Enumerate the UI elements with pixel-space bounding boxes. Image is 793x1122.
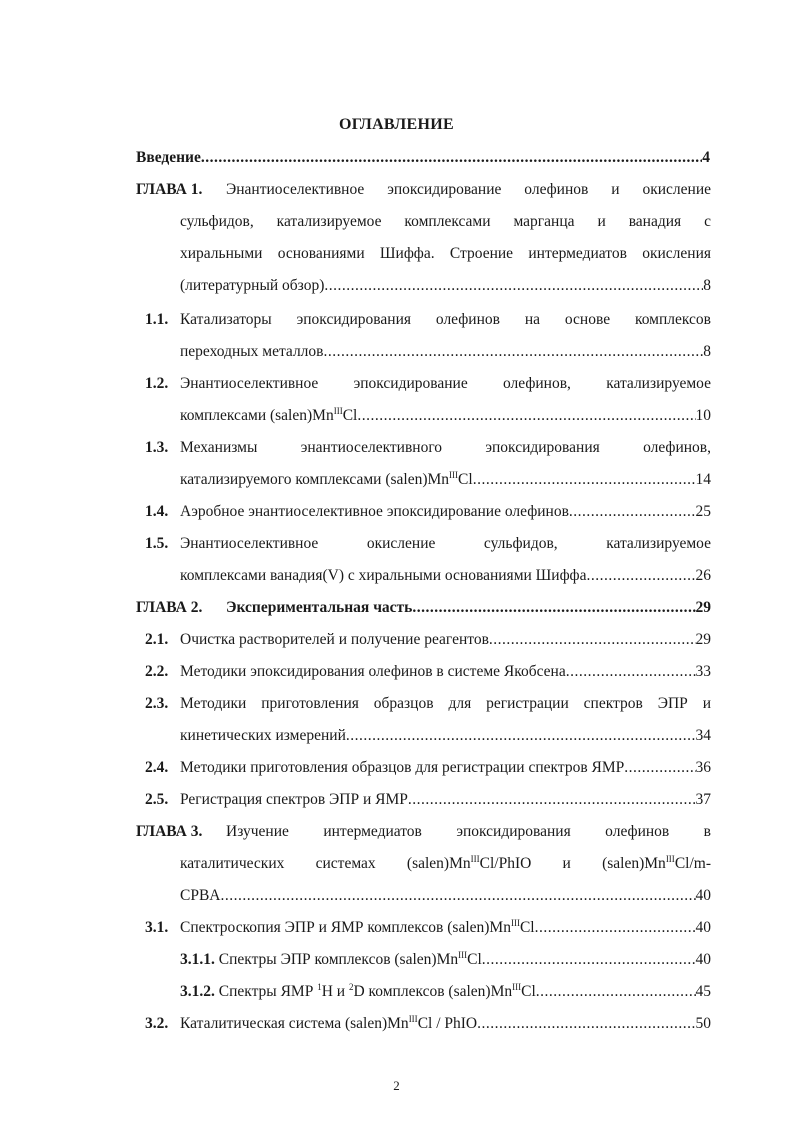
entry-text: Введение — [136, 149, 201, 166]
entry-text: Экспериментальная часть — [226, 599, 413, 616]
page-ref: 37 — [695, 791, 711, 808]
chapter-2-line-1[interactable] — [226, 597, 711, 619]
entry-text: Спектроскопия ЭПР и ЯМР комплексов $(salen)Mn^{III}Cl$ — [180, 918, 535, 936]
chapter-1-number: ГЛАВА 1. — [136, 181, 203, 198]
page-ref: 26 — [695, 567, 711, 584]
section-3-1-2-number: 3.1.2. — [180, 983, 215, 1000]
section-1-5-line-1: Энантиоселективное окисление сульфидов, катализируемое — [180, 535, 711, 552]
page-ref: 50 — [695, 1015, 711, 1032]
leader-dots — [535, 917, 696, 939]
section-1-3-line-2[interactable] — [180, 469, 711, 491]
chapter-1-line-1: Энантиоселективное эпоксидирование олефинов и окисление — [226, 181, 711, 198]
page-ref: 36 — [695, 759, 711, 776]
section-2-2-number: 2.2. — [145, 663, 169, 680]
leader-dots — [357, 405, 695, 427]
section-1-4-line-1[interactable] — [180, 501, 711, 523]
section-2-1-line-1[interactable] — [180, 629, 711, 651]
page-ref: 40 — [695, 919, 711, 936]
chapter-1-line-4[interactable] — [180, 275, 711, 297]
entry-text: переходных металлов — [180, 343, 324, 360]
entry-text: 3.1.1. Спектры ЭПР комплексов $(salen)Mn^{III}Cl$ — [180, 950, 482, 968]
leader-dots — [489, 629, 696, 651]
page-ref: 8 — [703, 343, 711, 360]
leader-dots — [221, 885, 696, 907]
page-ref: 25 — [695, 503, 711, 520]
section-3-1-number: 3.1. — [145, 919, 169, 936]
entry-text: Аэробное энантиоселективное эпоксидирование олефинов — [180, 503, 569, 520]
entry-text: кинетических измерений — [180, 727, 346, 744]
section-2-3-number: 2.3. — [145, 695, 169, 712]
entry-text: Очистка растворителей и получение реагентов — [180, 631, 489, 648]
section-2-3-line-1: Методики приготовления образцов для регистрации спектров ЭПР и — [180, 695, 711, 712]
section-3-2-line-1[interactable] — [180, 1013, 711, 1035]
entry-text: (литературный обзор) — [180, 277, 325, 294]
page-ref: 34 — [695, 727, 711, 744]
entry-text: Методики эпоксидирования олефинов в системе Якобсена — [180, 663, 566, 680]
page-ref: 29 — [695, 631, 711, 648]
chapter-3-line-2: каталитических системах $(salen)Mn^{III}Cl$/PhIO и $(salen)Mn^{III}Cl/m-$ — [180, 854, 711, 872]
leader-dots — [477, 1013, 695, 1035]
leader-dots — [586, 565, 695, 587]
section-1-2-number: 1.2. — [145, 375, 169, 392]
page-number: 2 — [393, 1078, 400, 1093]
section-2-3-line-2[interactable] — [180, 725, 711, 747]
chapter-1-line-3: хиральными основаниями Шиффа. Строение интермедиатов окисления — [180, 245, 711, 262]
section-3-2-number: 3.2. — [145, 1015, 169, 1032]
page-ref: 40 — [695, 951, 711, 968]
entry-text: CPBA — [180, 887, 221, 904]
section-1-1-line-2[interactable] — [180, 341, 711, 363]
entry-text: Регистрация спектров ЭПР и ЯМР — [180, 791, 408, 808]
entry-text: катализируемого комплексами $(salen)Mn^{III}Cl$ — [180, 470, 473, 488]
section-1-2-line-1: Энантиоселективное эпоксидирование олефинов, катализируемое — [180, 375, 711, 392]
leader-dots — [201, 147, 702, 169]
section-2-4-number: 2.4. — [145, 759, 169, 776]
leader-dots — [324, 275, 703, 297]
leader-dots — [482, 949, 696, 971]
section-1-1-number: 1.1. — [145, 311, 169, 328]
section-1-5-line-2[interactable] — [180, 565, 711, 587]
leader-dots — [473, 469, 696, 491]
section-3-1-line-1[interactable] — [180, 917, 711, 939]
leader-dots — [569, 501, 696, 523]
section-3-1-1-number: 3.1.1. — [180, 951, 215, 968]
leader-dots — [324, 341, 704, 363]
leader-dots — [536, 981, 696, 1003]
page-ref: 40 — [695, 887, 711, 904]
section-3-1-1-line-1[interactable] — [180, 949, 711, 971]
section-3-1-2-line-1[interactable] — [180, 981, 711, 1003]
section-2-2-line-1[interactable] — [180, 661, 711, 683]
toc-entry-intro[interactable] — [136, 147, 710, 169]
entry-text: комплексами ванадия(V) с хиральными основаниями Шиффа — [180, 567, 587, 584]
section-1-1-line-1: Катализаторы эпоксидирования олефинов на основе комплексов — [180, 311, 711, 328]
section-2-5-line-1[interactable] — [180, 789, 711, 811]
page-ref: 14 — [695, 471, 711, 488]
section-2-5-number: 2.5. — [145, 791, 169, 808]
page-ref: 10 — [695, 407, 711, 424]
page-ref: 8 — [703, 277, 711, 294]
section-2-4-line-1[interactable] — [180, 757, 711, 779]
section-1-5-number: 1.5. — [145, 535, 169, 552]
page-ref: 45 — [695, 983, 711, 1000]
leader-dots — [412, 597, 695, 619]
entry-text: 3.1.2. Спектры ЯМР $^1$H и $^2$D комплексов $(salen)Mn^{III}Cl$ — [180, 982, 536, 1000]
entry-text: комплексами $(salen)Mn^{III}Cl$ — [180, 406, 358, 424]
page-ref: 29 — [695, 599, 711, 616]
entry-text: Каталитическая система $(salen)Mn^{III}Cl$ / PhIO — [180, 1014, 478, 1032]
section-1-4-number: 1.4. — [145, 503, 169, 520]
chapter-3-number: ГЛАВА 3. — [136, 823, 203, 840]
page-ref: 4 — [702, 149, 710, 166]
chapter-3-line-3[interactable] — [180, 885, 711, 907]
leader-dots — [408, 789, 696, 811]
leader-dots — [346, 725, 696, 747]
leader-dots — [624, 757, 695, 779]
page-ref: 33 — [695, 663, 711, 680]
entry-text: Методики приготовления образцов для регистрации спектров ЯМР — [180, 759, 625, 776]
section-2-1-number: 2.1. — [145, 631, 169, 648]
section-1-3-line-1: Механизмы энантиоселективного эпоксидирования олефинов, — [180, 439, 711, 456]
chapter-1-line-2: сульфидов, катализируемое комплексами марганца и ванадия с — [180, 213, 711, 230]
chapter-2-number: ГЛАВА 2. — [136, 599, 203, 616]
section-1-3-number: 1.3. — [145, 439, 169, 456]
toc-title: ОГЛАВЛЕНИЕ — [339, 116, 454, 133]
chapter-3-line-1: Изучение интермедиатов эпоксидирования олефинов в — [226, 823, 711, 840]
section-1-2-line-2[interactable] — [180, 405, 711, 427]
leader-dots — [566, 661, 696, 683]
